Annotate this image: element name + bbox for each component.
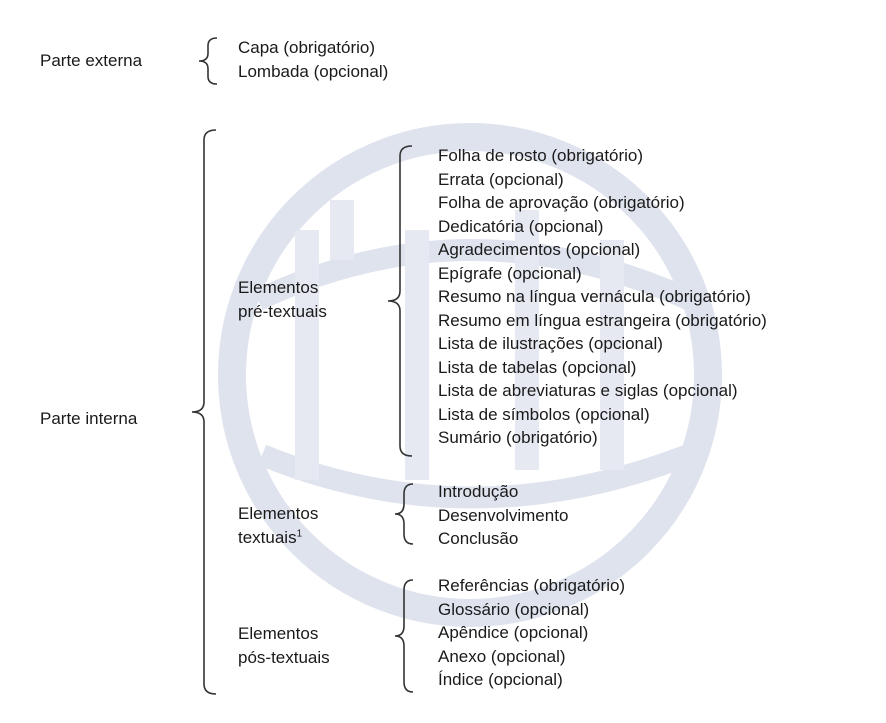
label-line: pré-textuais (238, 301, 327, 321)
list-item: Agradecimentos (opcional) (438, 240, 641, 259)
parte-externa-label: Parte externa (40, 51, 143, 70)
list-item: Lista de abreviaturas e siglas (opcional) (438, 381, 738, 400)
list-item: Lista de símbolos (opcional) (438, 404, 650, 424)
list-item: Capa (obrigatório) (238, 38, 376, 57)
list-item: Dedicatória (opcional) (438, 216, 604, 236)
list-item: Resumo em língua estrangeira (obrigatório) (438, 310, 767, 330)
textuais-label (238, 502, 318, 549)
list-item: Lista de ilustrações (opcional) (438, 334, 663, 353)
brace-parte-interna (192, 130, 216, 694)
pos-textuais-label (238, 622, 330, 669)
list-item: Glossário (opcional) (438, 599, 590, 619)
list-item: Folha de rosto (obrigatório) (438, 146, 644, 165)
textuais-list (438, 480, 568, 551)
label-line: Elementos (238, 504, 319, 523)
list-item: Resumo na língua vernácula (obrigatório) (438, 287, 751, 306)
list-item: Anexo (opcional) (438, 646, 566, 666)
pos-textuais-list (438, 574, 625, 692)
list-item: Folha de aprovação (obrigatório) (438, 193, 685, 212)
brace-textuais (395, 484, 413, 544)
list-item: Desenvolvimento (438, 505, 569, 525)
list-item: Referências (obrigatório) (438, 576, 626, 595)
pre-textuais-list (438, 144, 767, 450)
list-item: Conclusão (438, 529, 519, 548)
brace-pos-textuais (395, 580, 413, 692)
label-line: Elementos (238, 624, 319, 643)
list-item: Apêndice (opcional) (438, 623, 589, 642)
list-item: Índice (opcional) (438, 670, 563, 689)
list-item: Lista de tabelas (opcional) (438, 357, 637, 377)
brace-parte-externa (199, 38, 217, 84)
list-item: Epígrafe (opcional) (438, 263, 582, 283)
pre-textuais-label (238, 276, 327, 323)
label-line: textuais$^1$ (238, 527, 303, 547)
list-item: Errata (opcional) (438, 169, 564, 189)
parte-externa-list (238, 36, 388, 83)
footnote-mark: 1 (296, 527, 303, 539)
parte-interna-label: Parte interna (40, 409, 138, 428)
list-item: Sumário (obrigatório) (438, 428, 598, 447)
list-item: Lombada (opcional) (238, 61, 389, 81)
label-line: Elementos (238, 278, 319, 297)
list-item: Introdução (438, 482, 519, 501)
label-line: pós-textuais (238, 647, 330, 667)
brace-pre-textuais (388, 146, 412, 456)
